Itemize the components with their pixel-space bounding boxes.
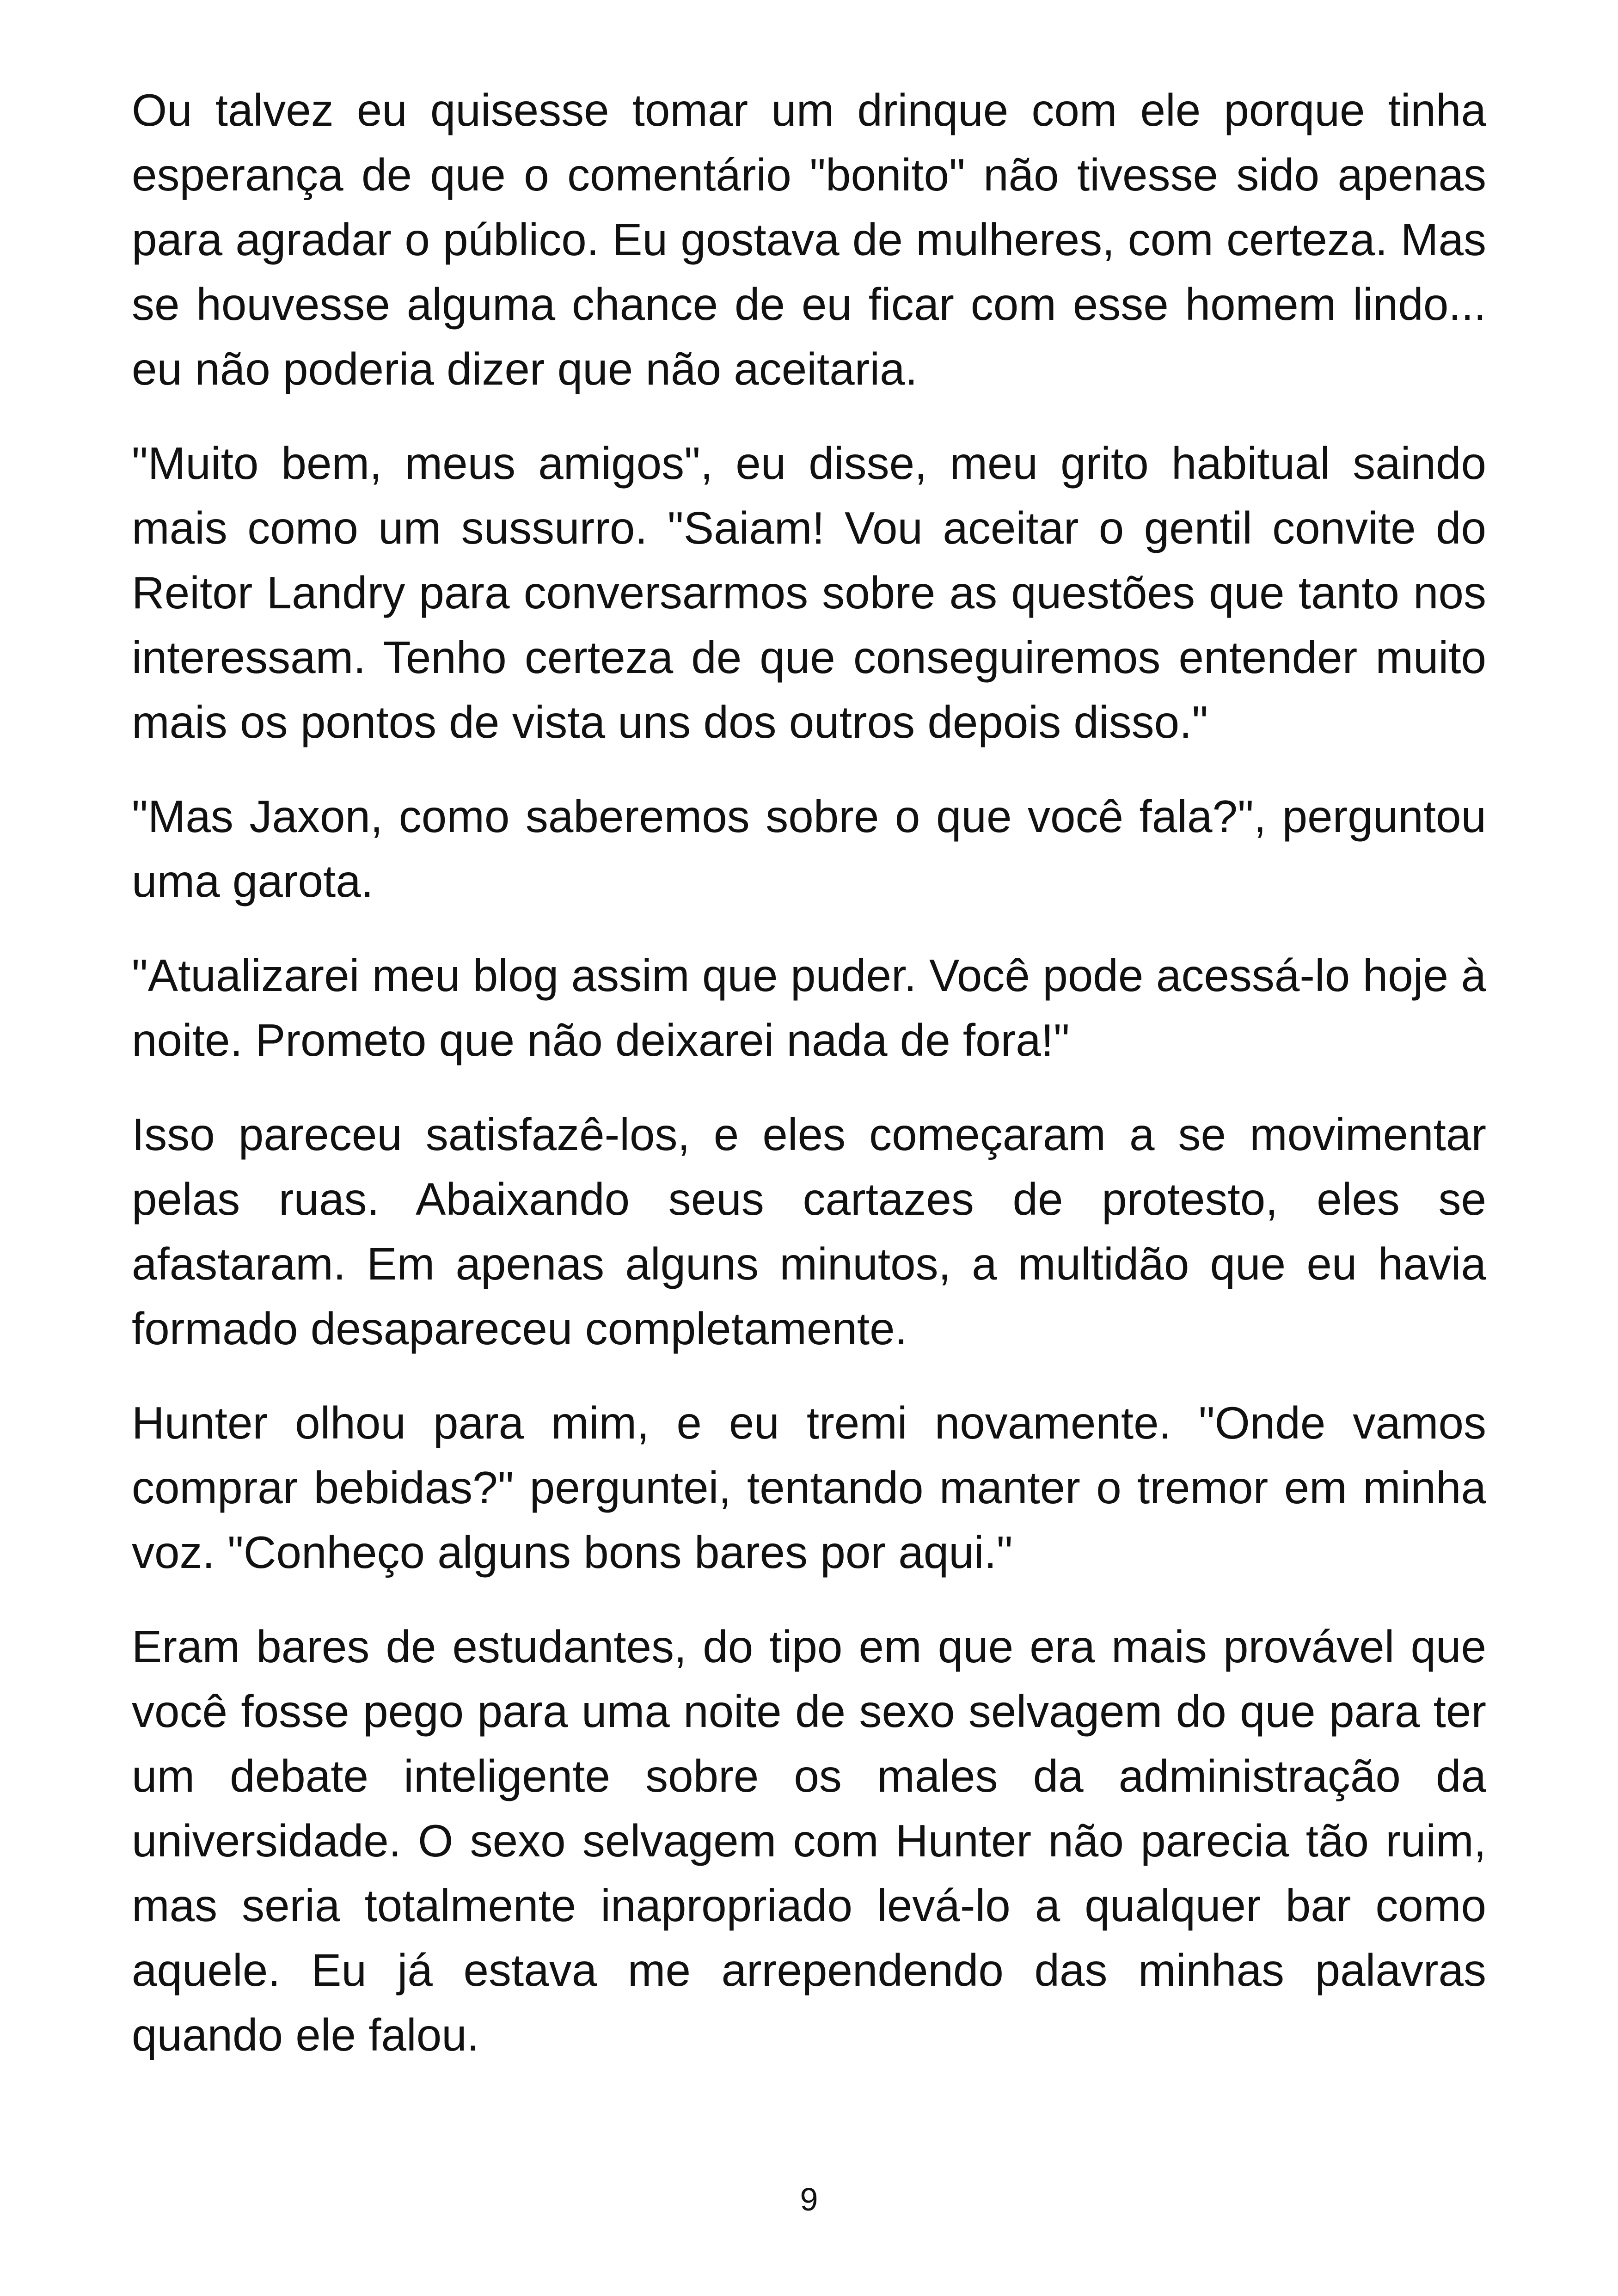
- paragraph-3: "Mas Jaxon, como saberemos sobre o que você fala?", perguntou uma garota.: [132, 791, 1486, 906]
- page-number: 9: [800, 2181, 818, 2217]
- paragraph-1: Ou talvez eu quisesse tomar um drinque com ele porque tinha esperança de que o comentário "bonito" não tivesse sido apenas para agradar o público. Eu gostava de mulheres, com certeza. Mas se houvesse alguma chance de eu ficar com esse homem lindo... eu não poderia dizer que não aceitaria.: [132, 85, 1486, 394]
- body-text: [132, 78, 1486, 2097]
- paragraph-4: "Atualizarei meu blog assim que puder. Você pode acessá-lo hoje à noite. Prometo que não deixarei nada de fora!": [132, 950, 1486, 1065]
- paragraph-2: "Muito bem, meus amigos", eu disse, meu grito habitual saindo mais como um sussurro. "Saiam! Vou aceitar o gentil convite do Reitor Landry para conversarmos sobre as questões que tanto nos interessam. Tenho certeza de que conseguiremos entender muito mais os pontos de vista uns dos outros depois disso.": [132, 438, 1486, 747]
- paragraph-6: Hunter olhou para mim, e eu tremi novamente. "Onde vamos comprar bebidas?" perguntei, tentando manter o tremor em minha voz. "Conheço alguns bons bares por aqui.": [132, 1397, 1486, 1578]
- paragraph-5: Isso pareceu satisfazê-los, e eles começaram a se movimentar pelas ruas. Abaixando seus cartazes de protesto, eles se afastaram. Em apenas alguns minutos, a multidão que eu havia formado desapareceu completamente.: [132, 1109, 1486, 1354]
- paragraph-7: Eram bares de estudantes, do tipo em que era mais provável que você fosse pego para uma noite de sexo selvagem do que para ter um debate inteligente sobre os males da administração da universidade. O sexo selvagem com Hunter não parecia tão ruim, mas seria totalmente inapropriado levá-lo a qualquer bar como aquele. Eu já estava me arrependendo das minhas palavras quando ele falou.: [132, 1621, 1486, 2060]
